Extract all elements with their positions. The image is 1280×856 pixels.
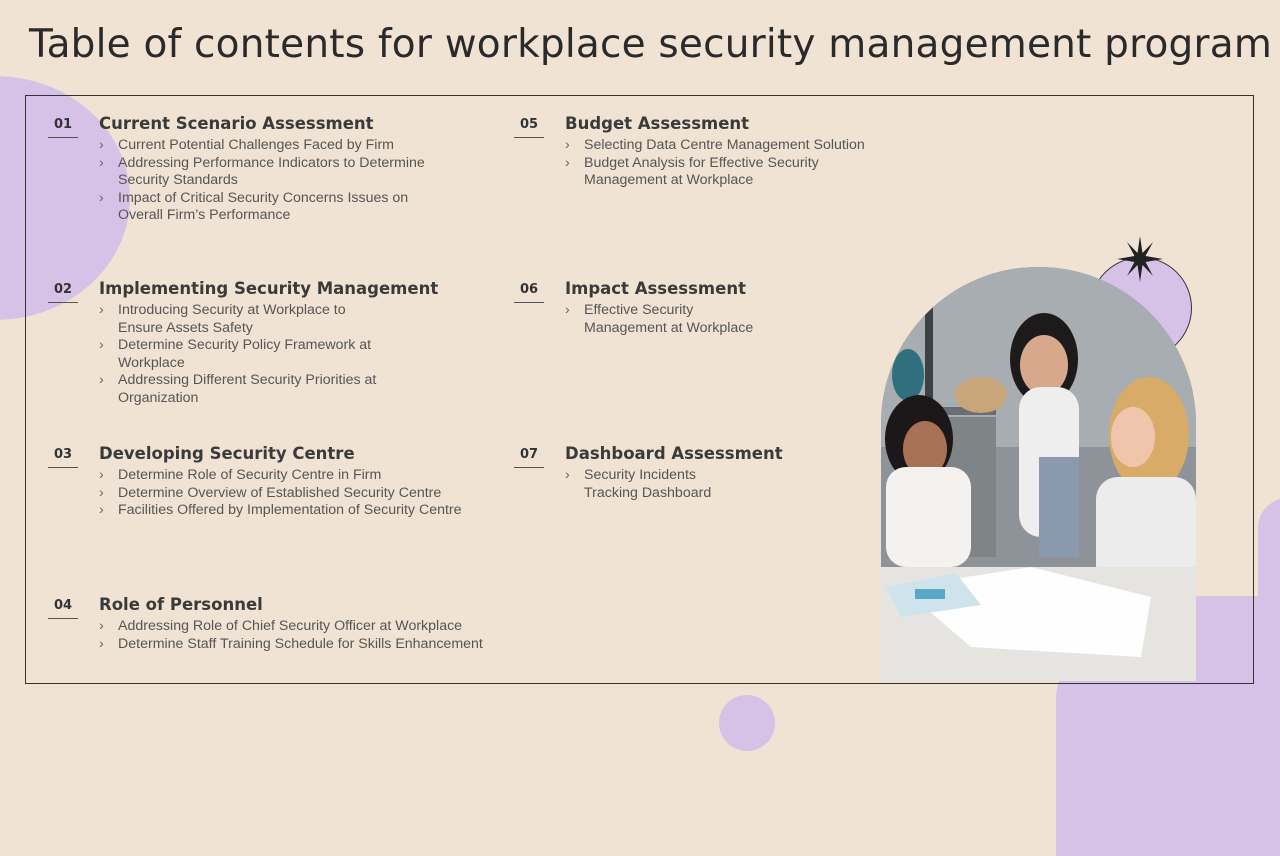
list-item: › Selecting Data Centre Management Solution bbox=[565, 137, 865, 153]
section-heading: Developing Security Centre bbox=[99, 444, 355, 463]
list-item: › Effective Security Management at Workplace bbox=[565, 302, 754, 336]
chevron-right-icon: › bbox=[99, 189, 104, 206]
chevron-right-icon: › bbox=[99, 154, 104, 171]
section-items bbox=[99, 137, 444, 225]
section-items bbox=[565, 467, 735, 502]
chevron-right-icon: › bbox=[99, 467, 104, 483]
list-item: › Facilities Offered by Implementation of Security Centre bbox=[99, 502, 462, 518]
chevron-right-icon: › bbox=[99, 502, 104, 518]
chevron-right-icon: › bbox=[99, 635, 104, 652]
chevron-right-icon: › bbox=[565, 302, 570, 318]
list-item: › Introducing Security at Workplace to Ensure Assets Safety bbox=[99, 302, 346, 336]
list-item: › Budget Analysis for Effective Security Management at Workplace bbox=[565, 154, 819, 188]
chevron-right-icon: › bbox=[565, 467, 570, 483]
chevron-right-icon: › bbox=[99, 337, 104, 353]
list-item: › Determine Overview of Established Security Centre bbox=[99, 484, 442, 501]
list-item: › Addressing Role of Chief Security Officer at Workplace bbox=[99, 618, 463, 634]
section-heading: Implementing Security Management bbox=[99, 279, 439, 298]
star-burst-icon bbox=[1117, 236, 1163, 282]
chevron-right-icon: › bbox=[99, 302, 104, 318]
section-number: 07 bbox=[514, 447, 544, 468]
chevron-right-icon: › bbox=[565, 154, 570, 171]
list-item: › Determine Role of Security Centre in Firm bbox=[99, 467, 382, 483]
chevron-right-icon: › bbox=[99, 372, 104, 388]
list-item: › Security Incidents Tracking Dashboard bbox=[565, 467, 712, 501]
section-items bbox=[565, 302, 775, 337]
list-item: › Current Potential Challenges Faced by Firm bbox=[99, 137, 394, 153]
section-heading: Role of Personnel bbox=[99, 595, 263, 614]
section-heading: Dashboard Assessment bbox=[565, 444, 783, 463]
chevron-right-icon: › bbox=[565, 137, 570, 153]
list-item: › Determine Staff Training Schedule for Skills Enhancement bbox=[99, 635, 483, 652]
section-number: 06 bbox=[514, 282, 544, 303]
page-title: Table of contents for workplace security management program bbox=[29, 22, 1273, 67]
section-number: 01 bbox=[48, 117, 78, 138]
section-heading: Current Scenario Assessment bbox=[99, 114, 374, 133]
section-items bbox=[565, 137, 885, 190]
list-item: › Addressing Performance Indicators to Determine Security Standards bbox=[99, 154, 425, 188]
team-photo bbox=[881, 267, 1196, 681]
section-number: 02 bbox=[48, 282, 78, 303]
chevron-right-icon: › bbox=[99, 618, 104, 634]
section-items bbox=[99, 618, 484, 653]
section-heading: Budget Assessment bbox=[565, 114, 750, 133]
section-number: 04 bbox=[48, 598, 78, 619]
section-items bbox=[99, 302, 389, 407]
decorative-dot-bottom bbox=[719, 695, 775, 751]
list-item: › Determine Security Policy Framework at Workplace bbox=[99, 337, 372, 371]
team-photo-illustration bbox=[881, 267, 1196, 681]
chevron-right-icon: › bbox=[99, 137, 104, 153]
section-heading: Impact Assessment bbox=[565, 279, 746, 298]
section-items bbox=[99, 467, 464, 520]
section-number: 05 bbox=[514, 117, 544, 138]
list-item: › Addressing Different Security Priorities at Organization bbox=[99, 372, 377, 406]
chevron-right-icon: › bbox=[99, 484, 104, 501]
section-number: 03 bbox=[48, 447, 78, 468]
list-item: › Impact of Critical Security Concerns Issues on Overall Firm’s Performance bbox=[99, 189, 409, 223]
